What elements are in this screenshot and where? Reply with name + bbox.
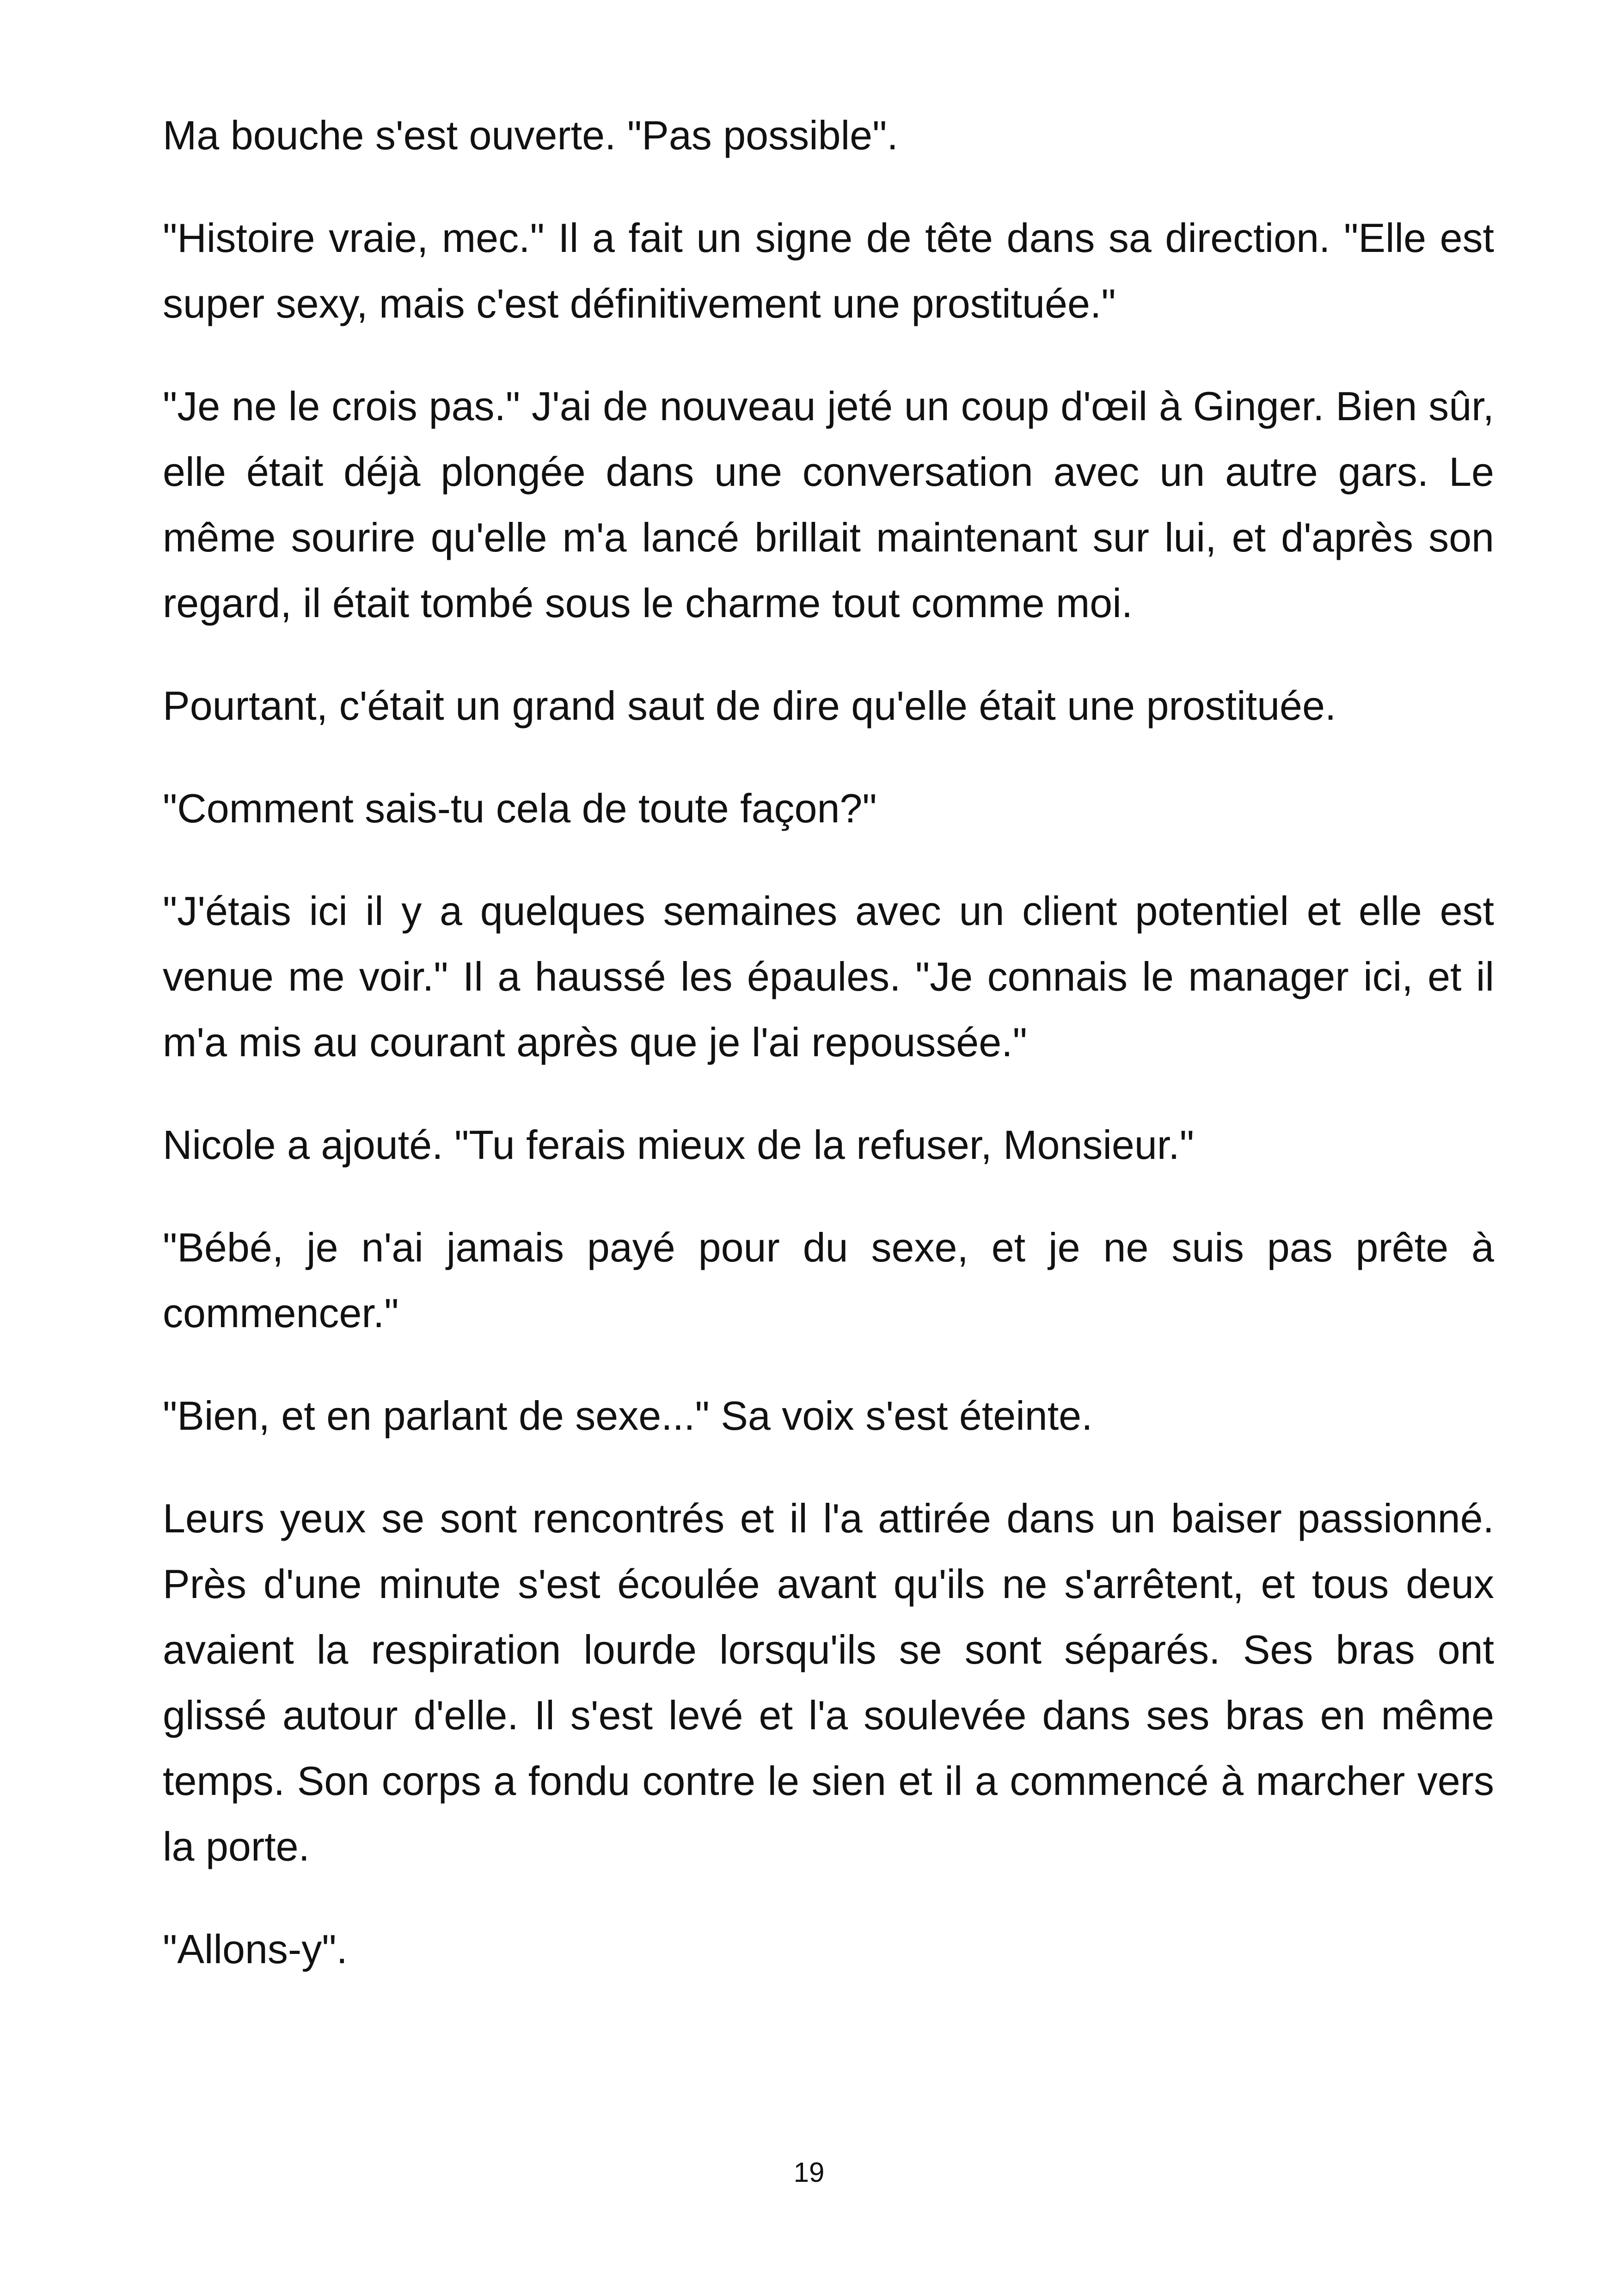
paragraph: "Allons-y". — [163, 1926, 348, 1972]
paragraph: Leurs yeux se sont rencontrés et il l'a attirée dans un baiser passionné. Près d'une minute s'est écoulée avant qu'ils ne s'arrêtent, et tous deux avaient la respiration lourde lorsqu'ils se sont séparés. Ses bras ont glissé autour d'elle. Il s'est levé et l'a soulevée dans ses bras en même temps. Son corps a fondu contre le sien et il a commencé à marcher vers la porte. — [163, 1495, 1494, 1869]
paragraph: "Comment sais-tu cela de toute façon?" — [163, 785, 877, 831]
page-number: 19 — [793, 2157, 825, 2188]
paragraph: "Bien, et en parlant de sexe..." Sa voix s'est éteinte. — [163, 1393, 1093, 1439]
body-text — [163, 103, 1494, 2019]
paragraph: Nicole a ajouté. "Tu ferais mieux de la refuser, Monsieur." — [163, 1122, 1194, 1168]
paragraph: "Histoire vraie, mec." Il a fait un signe de tête dans sa direction. "Elle est super sexy, mais c'est définitivement une prostituée." — [163, 215, 1494, 326]
paragraph: Pourtant, c'était un grand saut de dire qu'elle était une prostituée. — [163, 683, 1336, 729]
paragraph: Ma bouche s'est ouverte. "Pas possible". — [163, 112, 898, 158]
paragraph: "J'étais ici il y a quelques semaines avec un client potentiel et elle est venue me voir." Il a haussé les épaules. "Je connais le manager ici, et il m'a mis au courant après que je l'ai repoussée." — [163, 888, 1494, 1065]
paragraph: "Bébé, je n'ai jamais payé pour du sexe, et je ne suis pas prête à commencer." — [163, 1225, 1494, 1336]
paragraph: "Je ne le crois pas." J'ai de nouveau jeté un coup d'œil à Ginger. Bien sûr, elle était déjà plongée dans une conversation avec un autre gars. Le même sourire qu'elle m'a lancé brillait maintenant sur lui, et d'après son regard, il était tombé sous le charme tout comme moi. — [163, 383, 1494, 626]
